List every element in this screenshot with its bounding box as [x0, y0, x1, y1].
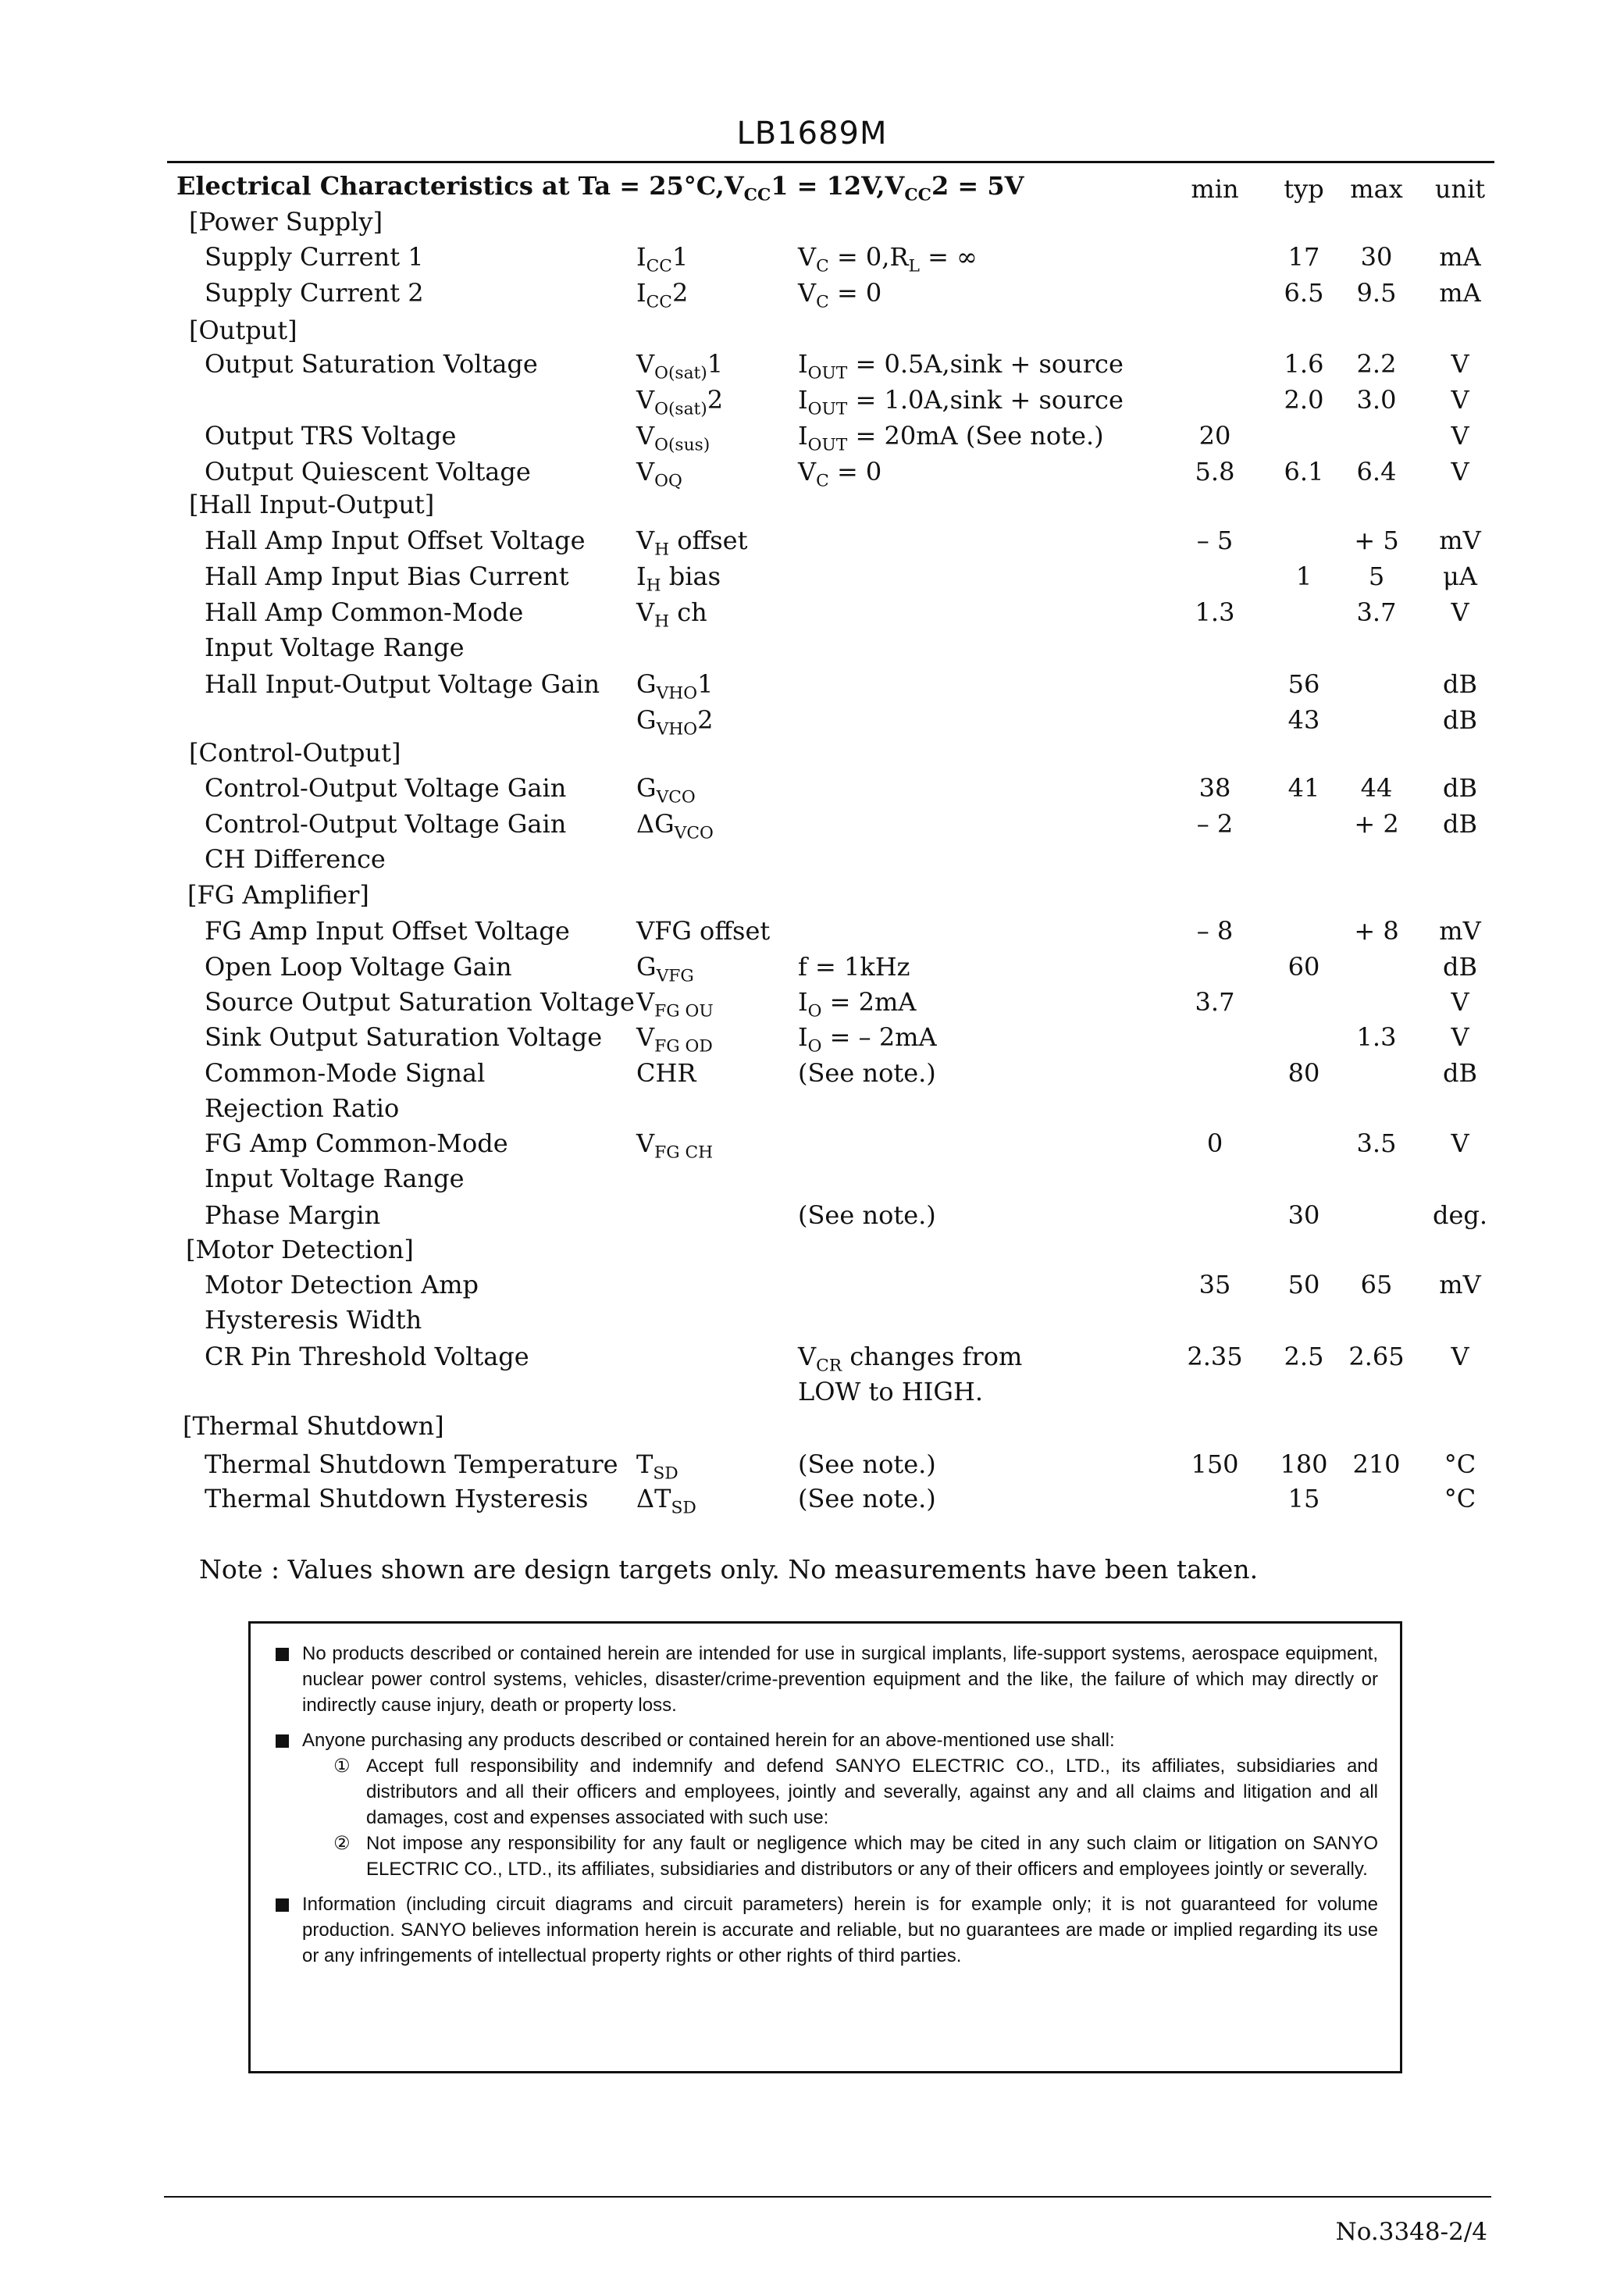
param-name: Supply Current 2 — [205, 278, 424, 308]
square-bullet-icon — [276, 1734, 289, 1748]
value-min: 2.35 — [1187, 1342, 1243, 1371]
value-unit: mV — [1439, 526, 1481, 555]
value-max: 65 — [1360, 1270, 1393, 1299]
value-unit: dB — [1443, 1058, 1477, 1088]
condition: $V_{CR}$ changes from — [798, 1342, 1023, 1376]
value-min: 1.3 — [1195, 597, 1235, 627]
symbol: $T_{SD}$ — [636, 1449, 678, 1484]
condition: $I_O$ = – 2mA — [798, 1022, 937, 1057]
disclaimer-item-2: ② Not impose any responsibility for any fault or negligence which may be cited in any such claim or litigation on SANYO ELECTRIC CO., LTD., its affiliates, subsidiaries and distributors or any of their officers and employees jointly or severally. — [276, 1831, 1378, 1882]
symbol: $V_{OQ}$ — [636, 457, 682, 491]
value-max: 3.0 — [1356, 385, 1397, 415]
value-min: 5.8 — [1195, 457, 1235, 487]
param-name: Hall Input-Output Voltage Gain — [205, 669, 600, 699]
value-typ: 41 — [1287, 773, 1320, 803]
value-typ: 60 — [1287, 952, 1320, 982]
condition-cont: LOW to HIGH. — [798, 1377, 984, 1406]
condition: (See note.) — [798, 1449, 936, 1479]
disclaimer-item-1: ① Accept full responsibility and indemnify and defend SANYO ELECTRIC CO., LTD., its affiliates, subsidiaries and distributors and all their officers and employees, jointly and severally, against any and all claims and litigation and all damages, cost and expenses associated with such use: — [276, 1753, 1378, 1831]
condition: $V_C = 0$ — [798, 278, 882, 312]
value-min: 35 — [1198, 1270, 1231, 1299]
value-max: 2.65 — [1348, 1342, 1405, 1371]
symbol: $V_{FG CH}$ — [636, 1128, 714, 1163]
section-power-supply: [Power Supply] — [189, 207, 383, 237]
value-unit: dB — [1443, 669, 1477, 699]
value-min: 20 — [1198, 421, 1231, 451]
section-control-output: [Control-Output] — [189, 738, 401, 768]
section-hall-input-output: [Hall Input-Output] — [189, 490, 435, 519]
section-motor-detection: [Motor Detection] — [186, 1235, 414, 1264]
symbol: $G_{VFG}$ — [636, 952, 694, 986]
value-unit: V — [1451, 1342, 1469, 1371]
symbol: $V_{FG OU}$ — [636, 987, 714, 1021]
value-min: 0 — [1206, 1128, 1223, 1158]
table-note: Note : Values shown are design targets only. No measurements have been taken. — [199, 1554, 1259, 1585]
param-name: Common-Mode Signal — [205, 1058, 486, 1088]
header-unit: unit — [1434, 174, 1486, 204]
value-min: 3.7 — [1195, 987, 1235, 1017]
param-name: Control-Output Voltage Gain — [205, 773, 567, 803]
value-max: 210 — [1352, 1449, 1401, 1479]
value-min: – 8 — [1196, 916, 1234, 946]
symbol: $G_{VHO}2$ — [636, 705, 714, 740]
param-name-cont: Input Voltage Range — [205, 1164, 465, 1193]
condition: $I_{OUT} = 20mA$ (See note.) — [798, 421, 1104, 455]
value-unit: V — [1451, 421, 1469, 451]
value-typ: 6.5 — [1284, 278, 1324, 308]
value-max: 3.7 — [1356, 597, 1397, 627]
header-typ: typ — [1284, 174, 1324, 204]
condition: $I_{OUT} = 1.0A,\sin k$ + source — [798, 385, 1124, 419]
value-unit: V — [1451, 987, 1469, 1017]
value-unit: V — [1451, 1022, 1469, 1052]
value-max: 44 — [1360, 773, 1393, 803]
value-min: – 5 — [1196, 526, 1234, 555]
value-typ: 15 — [1287, 1484, 1320, 1513]
param-name-cont: CH Difference — [205, 844, 386, 874]
param-name: Control-Output Voltage Gain — [205, 809, 567, 839]
value-max: 1.3 — [1356, 1022, 1397, 1052]
param-name: CR Pin Threshold Voltage — [205, 1342, 529, 1371]
param-name: Thermal Shutdown Temperature — [205, 1449, 618, 1479]
value-max: + 5 — [1354, 526, 1399, 555]
param-name: Output Saturation Voltage — [205, 349, 538, 379]
value-unit: V — [1451, 349, 1469, 379]
param-name-cont: Rejection Ratio — [205, 1093, 400, 1123]
param-name: Output Quiescent Voltage — [205, 457, 531, 487]
header-max: max — [1350, 174, 1403, 204]
page-number: No.3348-2/4 — [1335, 2218, 1487, 2246]
symbol: $V_{O(sat)}1$ — [636, 349, 724, 383]
disclaimer-box — [248, 1621, 1402, 2073]
square-bullet-icon — [276, 1648, 289, 1661]
value-max: 5 — [1368, 561, 1385, 591]
param-name-cont: Input Voltage Range — [205, 633, 465, 662]
value-typ: 80 — [1287, 1058, 1320, 1088]
symbol: $\Delta T_{SD}$ — [636, 1484, 696, 1518]
symbol: $V_H$ offset — [636, 526, 748, 560]
value-unit: mA — [1439, 278, 1481, 308]
value-unit: dB — [1443, 952, 1477, 982]
param-name: Supply Current 1 — [205, 242, 424, 272]
condition: (See note.) — [798, 1058, 936, 1088]
value-unit: mV — [1439, 916, 1481, 946]
value-min: 150 — [1191, 1449, 1239, 1479]
value-unit: dB — [1443, 705, 1477, 735]
header-min: min — [1191, 174, 1239, 204]
value-typ: 2.5 — [1284, 1342, 1324, 1371]
param-name: FG Amp Common-Mode — [205, 1128, 508, 1158]
value-unit: V — [1451, 1128, 1469, 1158]
value-typ: 6.1 — [1284, 457, 1324, 487]
symbol: $V_H$ ch — [636, 597, 707, 632]
param-name: Phase Margin — [205, 1200, 381, 1230]
value-max: 3.5 — [1356, 1128, 1397, 1158]
section-thermal-shutdown: [Thermal Shutdown] — [183, 1411, 444, 1441]
value-min: – 2 — [1196, 809, 1234, 839]
value-unit: dB — [1443, 809, 1477, 839]
condition: (See note.) — [798, 1484, 936, 1513]
value-min: 38 — [1198, 773, 1231, 803]
param-name: Open Loop Voltage Gain — [205, 952, 512, 982]
value-unit: μA — [1443, 561, 1477, 591]
value-max: 9.5 — [1356, 278, 1397, 308]
disclaimer-paragraph-1: No products described or contained herein are intended for use in surgical implants, life-support systems, aerospace equipment, nuclear power control systems, vehicles, disaster/crime-prevention equipment and the like, the failure of which may directly or indirectly cause injury, death or property loss. — [276, 1641, 1378, 1718]
disclaimer-paragraph-2: Anyone purchasing any products described or contained herein for an above-mentioned use shall: — [276, 1727, 1378, 1753]
disclaimer-paragraph-3: Information (including circuit diagrams and circuit parameters) herein is for example only; it is not guaranteed for volume production. SANYO believes information herein is accurate and reliable, but no guarantees are made or implied regarding its use or any infringements of intellectual property rights or other rights of third parties. — [276, 1891, 1378, 1969]
value-max: + 8 — [1354, 916, 1399, 946]
value-typ: 1.6 — [1284, 349, 1324, 379]
symbol: $I_H$ bias — [636, 561, 721, 596]
param-name: Motor Detection Amp — [205, 1270, 479, 1299]
condition: (See note.) — [798, 1200, 936, 1230]
condition: $V_C = 0,R_L$ = ∞ — [798, 242, 978, 276]
value-unit: mA — [1439, 242, 1481, 272]
condition: $I_O = 2mA$ — [798, 987, 917, 1021]
value-typ: 56 — [1287, 669, 1320, 699]
param-name: Hall Amp Input Bias Current — [205, 561, 569, 591]
page-title: LB1689M — [736, 116, 888, 152]
param-name: Output TRS Voltage — [205, 421, 457, 451]
condition: f = 1kHz — [798, 952, 910, 982]
symbol: $V_{O(sus)}$ — [636, 421, 710, 455]
value-max: 6.4 — [1356, 457, 1397, 487]
top-rule — [167, 161, 1494, 163]
value-typ: 30 — [1287, 1200, 1320, 1230]
value-max: 30 — [1360, 242, 1393, 272]
param-name: Hall Amp Common-Mode — [205, 597, 524, 627]
symbol: $G_{VCO}$ — [636, 773, 696, 807]
value-typ: 2.0 — [1284, 385, 1324, 415]
param-name: Source Output Saturation Voltage — [205, 987, 635, 1017]
condition: $V_C = 0$ — [798, 457, 882, 491]
value-typ: 180 — [1280, 1449, 1328, 1479]
value-unit: V — [1451, 385, 1469, 415]
circled-two-marker: ② — [333, 1833, 351, 1854]
value-max: + 2 — [1354, 809, 1399, 839]
symbol: $I_{CC}2$ — [636, 278, 689, 312]
symbol: $I_{CC}1$ — [636, 242, 689, 276]
symbol: VFG offset — [636, 916, 771, 946]
param-name-cont: Hysteresis Width — [205, 1305, 422, 1335]
table-header-title: Electrical Characteristics at $Ta = 25^\circ C,V_{CC}1 = 12V,V_{CC}2 = 5V$ — [176, 171, 1024, 205]
condition: $I_{OUT} = 0.5A,\sin k$ + source — [798, 349, 1124, 383]
value-max: 2.2 — [1356, 349, 1397, 379]
value-unit: V — [1451, 597, 1469, 627]
value-typ: 50 — [1287, 1270, 1320, 1299]
symbol: CHR — [636, 1058, 696, 1088]
section-fg-amplifier: [FG Amplifier] — [187, 880, 369, 910]
param-name: Thermal Shutdown Hysteresis — [205, 1484, 589, 1513]
value-typ: 43 — [1287, 705, 1320, 735]
param-name: Hall Amp Input Offset Voltage — [205, 526, 586, 555]
symbol: $G_{VHO}1$ — [636, 669, 714, 704]
param-name: FG Amp Input Offset Voltage — [205, 916, 570, 946]
value-typ: 17 — [1287, 242, 1320, 272]
section-output: [Output] — [189, 315, 297, 345]
value-unit: V — [1451, 457, 1469, 487]
symbol: $\Delta G_{VCO}$ — [636, 809, 714, 843]
value-unit: °C — [1444, 1449, 1476, 1479]
square-bullet-icon — [276, 1898, 289, 1912]
value-typ: 1 — [1295, 561, 1312, 591]
value-unit: mV — [1439, 1270, 1481, 1299]
value-unit: dB — [1443, 773, 1477, 803]
bottom-rule — [164, 2196, 1491, 2198]
circled-one-marker: ① — [333, 1756, 351, 1777]
param-name: Sink Output Saturation Voltage — [205, 1022, 603, 1052]
value-unit: deg. — [1432, 1200, 1488, 1230]
symbol: $V_{FG OD}$ — [636, 1022, 713, 1057]
value-unit: °C — [1444, 1484, 1476, 1513]
symbol: $V_{O(sat)}2$ — [636, 385, 724, 419]
